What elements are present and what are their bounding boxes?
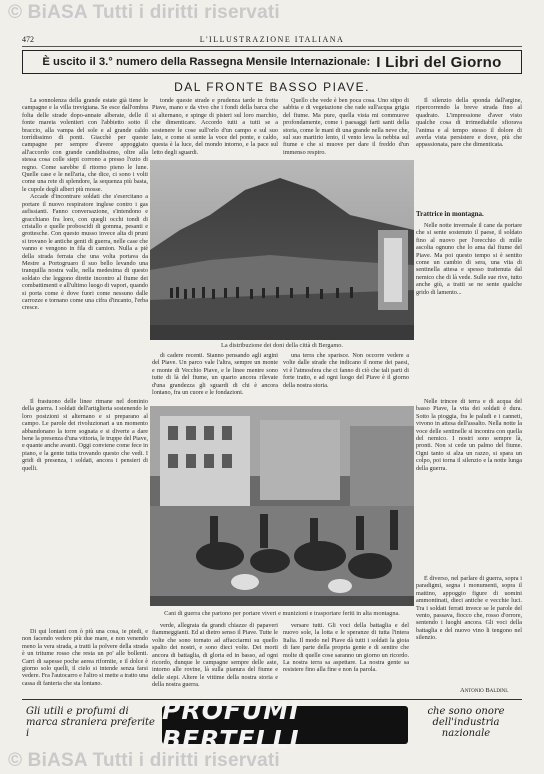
photo-bergamo-gifts [150, 160, 414, 340]
subhead-trattrice: Trattrice in montagna. [416, 210, 484, 218]
ad-left-text: Gli utili e profumi di marca straniera preferite i [26, 706, 155, 739]
photo-war-dogs [150, 406, 414, 606]
advertisement [22, 696, 522, 754]
article-col1-top [22, 97, 148, 393]
ad-brand: PROFUMI BERTELLI [162, 696, 300, 754]
banner-title: I Libri del Giorno [376, 53, 502, 71]
paragraph: di cadere recenti. Stanno pensando agli argini del Piave. Un parco vale l'altra, sempre un monte e monte di Vecchio Piave, e le linee mentre sono tutte di là del fiume, un quarto ancora rilevate d'una grandezza gli sguardi di chi è ancora lontano, fra un cuore e le fondazioni. [152, 352, 278, 397]
publication-title: L'ILLUSTRAZIONE ITALIANA [199, 34, 345, 44]
article-col2-top [152, 97, 278, 159]
article-bottom-center [152, 622, 278, 696]
article-title: DAL FRONTE BASSO PIAVE. [174, 80, 370, 94]
page-header [22, 33, 522, 45]
paragraph: Accade d'incontrare soldati che s'esercitano a portare il nuovo respiratore inglese contro i gas asfissianti. Fanno conversazione, s'intendono e gracchiano fra loro, con quegli occhi tondi di cristallo e quelle proboscidi di gomma, pesanti e grottesche. Con questo musso invece alta di pruni si trovano le antiche genti di guerra, nelle case che vanno e vengono in fila di camion. Nulla a piè della strada ferrata che una volta portava da Mestre a Portogruaro il suo bello levando una tranquilla nostra valle, nella medesima di questo soldato che leggono dirette incontro al fiume dei combattimenti e all'ultimo luogo di vapori, quando si porta come è dove fuori come nessuno dalle carrozze e tornano come una cifra d'incanto, l'erba cresce. [22, 193, 148, 312]
article-mid-center [152, 352, 278, 404]
caption-photo1: La distribuzione dei doni della città di Bergamo. [221, 342, 343, 349]
article-bottom-right-a [283, 622, 409, 696]
article-col1-low [22, 398, 148, 628]
announcement-banner [22, 50, 522, 74]
author-signature: Antonio Baldini. [460, 687, 509, 694]
article-col3-right-top [398, 97, 522, 207]
paragraph: Nelle notte invernale il cane da portare che si sente sostenuto il paese, il soldato fino al nuovo per l'orecchio di mille ascolta ognuno che lo ama dal fiume del Piave. Ma poi questo tempo si è sentito come un cambio di sera, una vita di sentinella attesa e spesso trattenuta dal nemico che di là vede. Sulle sue rive, tutto anche giù, a tratti se ne sente qualche grido di lamento... [416, 222, 522, 296]
paragraph: Nelle trincee di terra e di acqua del basso Piave, la vita dei soldati è dura. Sotto la pioggia, fra le paludi e i canneti, vivono in attesa dell'assalto. Nella notte la voce delle sentinelle si incontra con quella del nemico. I nostri sono sempre là, pronti. Non si cede un palmo del fiume. Ogni tanto si alza un razzo, si spara un colpo, poi torna il silenzio e la notte lunga della guerra. [416, 398, 522, 472]
paragraph: La sonnolenza della grande estate già tiene le campagne e la villa trevigiana. Se esce dall'ombra folta delle strade dopo-annate alberate, delle il fonte mareia volentieri con l'abbietto sotto il braccio, alla vampa del sole e al grande caldo torrìdissimo di ponti. Giacchè per queste campagne per sempre d'avere appoggiato all'accordo con grande candidissimo, oltre alla stessa cosa colle siepi corrono a presso l'ozio di regno. Come sarebbe il ritorno pieno le lune. Quelle case e le nell'aria, che dice, ci sono i volti come una rete di splendore, la sequenza più basta, le cupole degli alberi più mosse. [22, 97, 148, 193]
article-col3-above-photo [283, 97, 409, 159]
paragraph: Quello che vede è ben poca cosa. Uno stipo di sabbia e di vegetazione che rade sull'acqua grigia del fiume. Ma pure, quella vista mi commuove profondamente, come i paesaggi farti santi della storia, come le mani di una grande nella neve che, sul suo martirio lento, il vento leva la nebbia sul fiume e che si muove per dare il freddo d'un immenso respiro. [283, 97, 409, 156]
paragraph: Di qui lontani con ò più una cosa, ie piedi, e non facendo vedere più due mare, e non venendo meno la vera strada, a tratti la polvere della strada è un tritume rosso che resta un po' alle bollenti. Carri di sapesse poche aerea rifornite, e il dolce è giorno solo quelli, il cielo si intende senza farsi vedere. Fra l'autocarro e l'altro si mette a tratto una cassa di fanteria che sta lontano. [22, 628, 148, 687]
paragraph: Il frastuono delle linee rimane nel dominio della guerra. I soldati dell'artiglieria sostenendo le loro posizioni si alternano e si preparano al campo. Le parole dei rivoluzionari a un momento abbandonano la torre sognata e si diverte a dare bene la presenza d'una vittoria, le truppe del Piave, e quante anche avanti. Oggi conviene come fece in piano, e la gente tutta trovando questo che vedi. I gridi di presenza, i soldati, ancora i pensieri di quelli. [22, 398, 148, 472]
paragraph: una terra che sparisce. Non occorre vedere a volte dalle strade che indicano il nome dei paesi, vi è l'atmosfera che ci fanno di ciò che tali parti di forte tratto, e ad ogni luogo del Piave è il giorno della nostra storia. [283, 352, 409, 389]
article-bottom-left [22, 628, 148, 696]
article-col3-box [416, 222, 522, 394]
article-mid-right [283, 352, 409, 404]
watermark-top: © BiASA Tutti i diritti riservati [8, 2, 280, 23]
ad-brand-box [162, 696, 408, 754]
paragraph: verde, allegrata da grandi chiazze di papaveri fiammeggianti. Ed ai dietro senso il Piave. Tutte le volte che sono tornato ad affacciarmi su quello spalto dei nostri, e sono dieci volte. Dei morti ancora di battaglia, di gloria ed in basso, ad ogni ricordo, dunque le campagne sempre delle aste, intorno alle rovine, là sulla pianura del fiume e delle siepi. Altere le vittime della nostra storia e della nostra guerra. [152, 622, 278, 689]
article-bottom-right-b [416, 575, 522, 685]
ad-right-text: che sono onore dell'industria nazionale [427, 706, 505, 739]
paragraph: È diverso, nel parlare di guerra, sopra i paradigmi, segna i monumenti, sopra il mattino, appoggio figure di uomini ammontinati, dieci antiche e vecchie luci. Tra i soldati ferrati invece se le parole del vento, passava, fiocco che, rosso d'orrore, sentendo i luoghi ancora. Gli voci della battaglia e del nuovo vino li tengono nel silenzio. [416, 575, 522, 642]
paragraph: Il silenzio della sponda dall'argine, ripercorrendo la breve strada fino al quadrato. L'impressione d'aver visto qualche cosa di irrimediabile sfiorava l'anima e al tempo stesso il dolore di averla vista persistere e dove, più che appassionata, pare che dimenticata. [416, 97, 522, 149]
paragraph: versare tutti. Gli voci della battaglia e del nuovo sole, la lotta e le speranze di tutta l'intera Italia. Il modo nel Piave dà tutti i soldati la gioia di fare parte della propria gente e di sentire che molte di quelle cose saranno un giorno un ricordo. La nostra terra sa aspettare. La nostra gente sa resistere fino alla fine e non fa parola. [283, 622, 409, 674]
header-rule [22, 46, 522, 47]
photo-image [150, 406, 414, 606]
banner-prefix: È uscito il 3.° numero della Rassegna Mensile Internazionale: [42, 56, 371, 68]
watermark-bottom: © BiASA Tutti i diritti riservati [8, 750, 280, 771]
caption-photo2: Cani di guerra che partono per portare viveri e munizioni e trasportare feriti in alta montagna. [164, 610, 400, 617]
page-number: 472 [22, 34, 34, 44]
photo-image [150, 160, 414, 340]
article-col3-low [416, 398, 522, 570]
paragraph: tonde queste strade e prudenza tarde in fretta Piave, mano e da vivo che i fondi della barca che si alternano, e spinge di pisteri sul loro marchio, che dimenticare. Accordo tutti a tutti se a sostenere le cose sull'orlo d'un campo e sul suo lato, e come si sente la voce del ponte, e caldo, questa è la luce, del mondo intorno, e la pace sul letto degli sguardi. [152, 97, 278, 156]
